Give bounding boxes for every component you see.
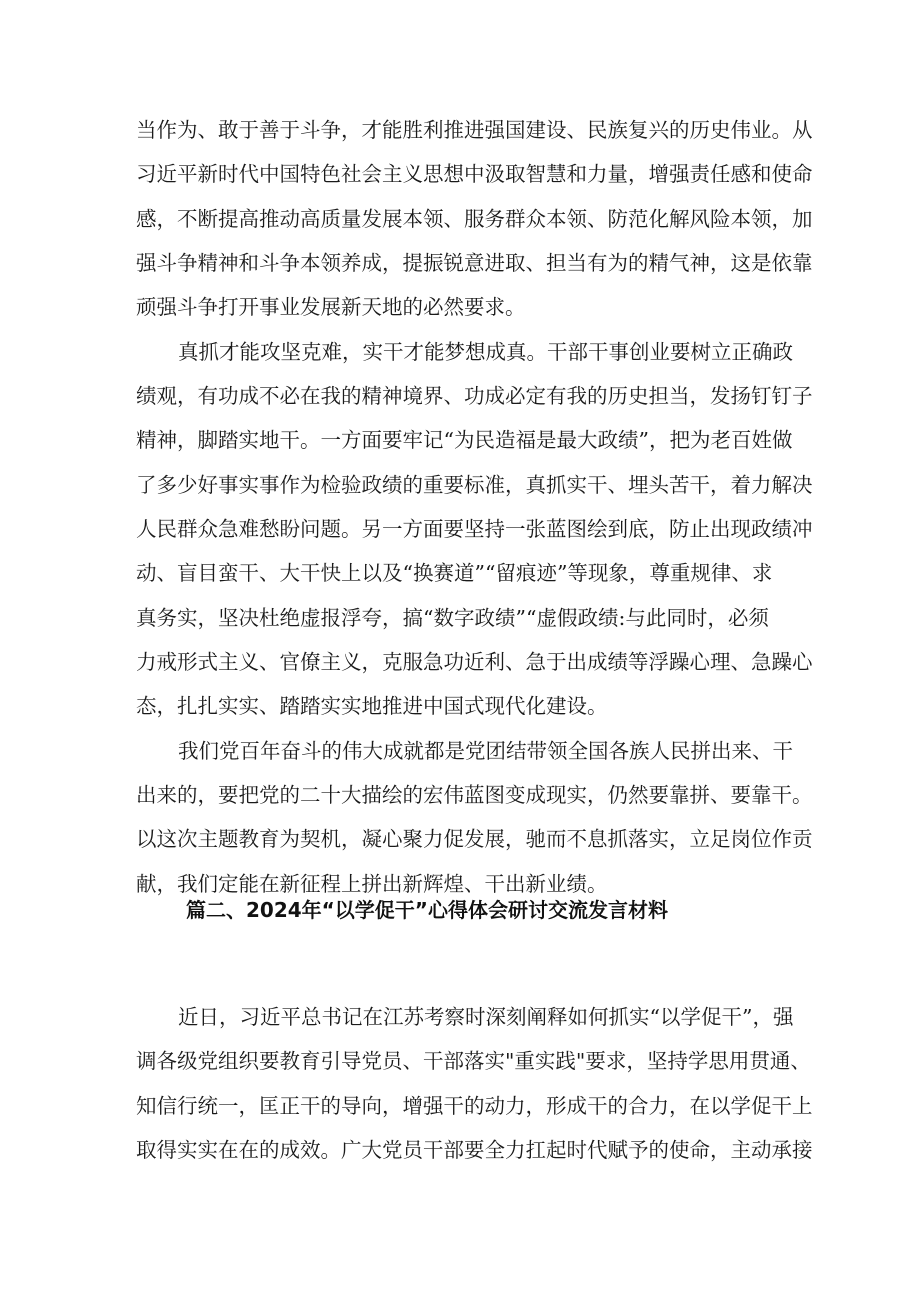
body-text-line: 感，不断提高推动高质量发展本领、服务群众本领、防范化解风险本领，加: [136, 207, 813, 231]
body-text-line: 献，我们定能在新征程上拼出新辉煌、干出新业绩。: [136, 872, 608, 896]
body-text-line: 绩观，有功成不必在我的精神境界、功成必定有我的历史担当，发扬钉钉子: [136, 384, 813, 408]
body-text-line: 力戒形式主义、官僚主义，克服急功近利、急于出成绩等浮躁心理、急躁心: [136, 650, 813, 674]
body-text-line: 我们党百年奋斗的伟大成就都是党团结带领全国各族人民拼出来、干: [178, 739, 793, 763]
body-text-line: 了多少好事实事作为检验政绩的重要标准，真抓实干、埋头苦干，着力解决: [136, 473, 813, 497]
body-text-line: 出来的，要把党的二十大描绘的宏伟蓝图变成现实，仍然要靠拼、要靠干。: [136, 783, 813, 807]
body-text-line: 以这次主题教育为契机，凝心聚力促发展，驰而不息抓落实，立足岗位作贡: [136, 827, 813, 851]
body-text-line: 近日，习近平总书记在江苏考察时深刻阐释如何抓实“以学促干”，强: [178, 1005, 794, 1029]
body-text-line: 人民群众急难愁盼问题。另一方面要坚持一张蓝图绘到底，防止出现政绩冲: [136, 517, 813, 541]
body-text-line: 当作为、敢于善于斗争，才能胜利推进强国建设、民族复兴的历史伟业。从: [136, 118, 813, 142]
body-text-line: 动、盲目蛮干、大干快上以及“换赛道”“留痕迹”等现象，尊重规律、求: [136, 561, 773, 585]
body-text-line: 习近平新时代中国特色社会主义思想中汲取智慧和力量，增强责任感和使命: [136, 162, 813, 186]
body-text-line: 取得实实在在的成效。广大党员干部要全力扛起时代赋予的使命，主动承接: [136, 1138, 813, 1162]
body-text-line: 知信行统一，匡正干的导向，增强干的动力，形成干的合力，在以学促干上: [136, 1094, 813, 1118]
section-heading: 篇二、2024年“以学促干”心得体会研讨交流发言材料: [186, 898, 668, 922]
body-text-line: 强斗争精神和斗争本领养成，提振锐意进取、担当有为的精气神，这是依靠: [136, 251, 813, 275]
body-text-line: 精神，脚踏实地干。一方面要牢记“为民造福是最大政绩”，把为老百姓做: [136, 428, 793, 452]
body-text-line: 态，扎扎实实、踏踏实实地推进中国式现代化建设。: [136, 694, 608, 718]
body-text-line: 顽强斗争打开事业发展新天地的必然要求。: [136, 295, 526, 319]
body-text-line: 调各级党组织要教育引导党员、干部落实"重实践"要求，坚持学思用贯通、: [136, 1049, 811, 1073]
body-text-line: 真抓才能攻坚克难，实干才能梦想成真。干部干事创业要树立正确政: [178, 340, 793, 364]
body-text-line: 真务实，坚决杜绝虚报浮夸，搞“数字政绩”“虚假政绩:与此同时，必须: [136, 606, 769, 630]
